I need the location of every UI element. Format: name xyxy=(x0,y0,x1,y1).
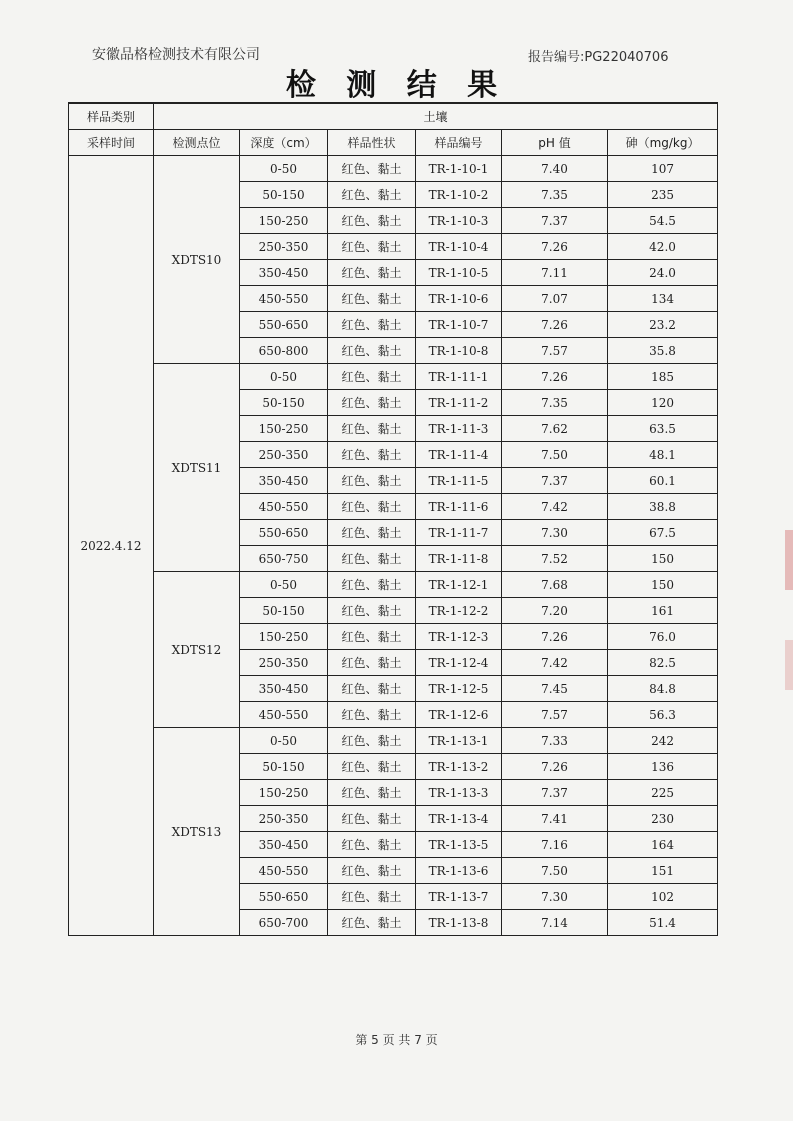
depth-cell: 650-750 xyxy=(240,546,328,572)
ph-cell: 7.52 xyxy=(502,546,608,572)
table-row xyxy=(69,156,718,182)
ph-cell: 7.35 xyxy=(502,390,608,416)
sample-id-cell: TR-1-10-2 xyxy=(416,182,502,208)
property-cell: 红色、黏土 xyxy=(328,494,416,520)
table-row xyxy=(69,364,718,390)
arsenic-cell: 150 xyxy=(608,546,718,572)
arsenic-cell: 120 xyxy=(608,390,718,416)
sample-id-cell: TR-1-10-6 xyxy=(416,286,502,312)
depth-cell: 350-450 xyxy=(240,676,328,702)
ph-cell: 7.37 xyxy=(502,780,608,806)
ph-cell: 7.26 xyxy=(502,754,608,780)
site-cell: XDTS11 xyxy=(154,364,240,572)
ph-cell: 7.50 xyxy=(502,858,608,884)
depth-cell: 550-650 xyxy=(240,312,328,338)
sample-id-cell: TR-1-11-3 xyxy=(416,416,502,442)
depth-cell: 250-350 xyxy=(240,442,328,468)
ph-cell: 7.30 xyxy=(502,884,608,910)
column-header-arsenic: 砷（mg/kg） xyxy=(608,130,718,156)
property-cell: 红色、黏土 xyxy=(328,910,416,936)
property-cell: 红色、黏土 xyxy=(328,624,416,650)
sample-id-cell: TR-1-10-8 xyxy=(416,338,502,364)
depth-cell: 150-250 xyxy=(240,624,328,650)
sample-id-cell: TR-1-13-1 xyxy=(416,728,502,754)
ph-cell: 7.20 xyxy=(502,598,608,624)
depth-cell: 650-800 xyxy=(240,338,328,364)
seal-edge-mark xyxy=(785,530,793,590)
property-cell: 红色、黏土 xyxy=(328,650,416,676)
seal-edge-mark xyxy=(785,640,793,690)
arsenic-cell: 35.8 xyxy=(608,338,718,364)
sample-id-cell: TR-1-12-5 xyxy=(416,676,502,702)
property-cell: 红色、黏土 xyxy=(328,598,416,624)
arsenic-cell: 185 xyxy=(608,364,718,390)
ph-cell: 7.41 xyxy=(502,806,608,832)
arsenic-cell: 136 xyxy=(608,754,718,780)
arsenic-cell: 102 xyxy=(608,884,718,910)
property-cell: 红色、黏土 xyxy=(328,702,416,728)
depth-cell: 250-350 xyxy=(240,806,328,832)
sample-id-cell: TR-1-12-2 xyxy=(416,598,502,624)
depth-cell: 550-650 xyxy=(240,884,328,910)
ph-cell: 7.26 xyxy=(502,364,608,390)
arsenic-cell: 82.5 xyxy=(608,650,718,676)
property-cell: 红色、黏土 xyxy=(328,832,416,858)
sample-id-cell: TR-1-11-2 xyxy=(416,390,502,416)
ph-cell: 7.14 xyxy=(502,910,608,936)
sample-id-cell: TR-1-11-1 xyxy=(416,364,502,390)
site-cell: XDTS12 xyxy=(154,572,240,728)
depth-cell: 50-150 xyxy=(240,754,328,780)
site-cell: XDTS13 xyxy=(154,728,240,936)
arsenic-cell: 107 xyxy=(608,156,718,182)
sample-type-label: 样品类别 xyxy=(69,103,154,130)
depth-cell: 250-350 xyxy=(240,234,328,260)
sample-id-cell: TR-1-11-7 xyxy=(416,520,502,546)
property-cell: 红色、黏土 xyxy=(328,338,416,364)
depth-cell: 550-650 xyxy=(240,520,328,546)
table-row xyxy=(69,572,718,598)
ph-cell: 7.07 xyxy=(502,286,608,312)
property-cell: 红色、黏土 xyxy=(328,754,416,780)
sample-id-cell: TR-1-13-4 xyxy=(416,806,502,832)
depth-cell: 450-550 xyxy=(240,494,328,520)
arsenic-cell: 150 xyxy=(608,572,718,598)
sample-id-cell: TR-1-12-1 xyxy=(416,572,502,598)
arsenic-cell: 230 xyxy=(608,806,718,832)
property-cell: 红色、黏土 xyxy=(328,442,416,468)
column-header-sampling-time: 采样时间 xyxy=(69,130,154,156)
column-header-site: 检测点位 xyxy=(154,130,240,156)
depth-cell: 650-700 xyxy=(240,910,328,936)
arsenic-cell: 51.4 xyxy=(608,910,718,936)
property-cell: 红色、黏土 xyxy=(328,156,416,182)
sample-type-row xyxy=(69,103,718,130)
property-cell: 红色、黏土 xyxy=(328,312,416,338)
property-cell: 红色、黏土 xyxy=(328,468,416,494)
depth-cell: 150-250 xyxy=(240,780,328,806)
depth-cell: 350-450 xyxy=(240,832,328,858)
sample-id-cell: TR-1-13-2 xyxy=(416,754,502,780)
arsenic-cell: 42.0 xyxy=(608,234,718,260)
arsenic-cell: 38.8 xyxy=(608,494,718,520)
ph-cell: 7.68 xyxy=(502,572,608,598)
property-cell: 红色、黏土 xyxy=(328,416,416,442)
property-cell: 红色、黏土 xyxy=(328,234,416,260)
arsenic-cell: 76.0 xyxy=(608,624,718,650)
arsenic-cell: 164 xyxy=(608,832,718,858)
sample-id-cell: TR-1-12-3 xyxy=(416,624,502,650)
column-header-sample-id: 样品编号 xyxy=(416,130,502,156)
property-cell: 红色、黏土 xyxy=(328,806,416,832)
ph-cell: 7.35 xyxy=(502,182,608,208)
ph-cell: 7.57 xyxy=(502,338,608,364)
sample-id-cell: TR-1-13-6 xyxy=(416,858,502,884)
page-number: 第 5 页 共 7 页 xyxy=(355,1033,438,1047)
property-cell: 红色、黏土 xyxy=(328,884,416,910)
depth-cell: 450-550 xyxy=(240,286,328,312)
property-cell: 红色、黏土 xyxy=(328,728,416,754)
ph-cell: 7.50 xyxy=(502,442,608,468)
property-cell: 红色、黏土 xyxy=(328,572,416,598)
arsenic-cell: 63.5 xyxy=(608,416,718,442)
arsenic-cell: 54.5 xyxy=(608,208,718,234)
depth-cell: 0-50 xyxy=(240,728,328,754)
property-cell: 红色、黏土 xyxy=(328,208,416,234)
depth-cell: 150-250 xyxy=(240,416,328,442)
arsenic-cell: 161 xyxy=(608,598,718,624)
depth-cell: 350-450 xyxy=(240,468,328,494)
property-cell: 红色、黏土 xyxy=(328,390,416,416)
property-cell: 红色、黏土 xyxy=(328,520,416,546)
column-header-ph: pH 值 xyxy=(502,130,608,156)
arsenic-cell: 84.8 xyxy=(608,676,718,702)
depth-cell: 250-350 xyxy=(240,650,328,676)
ph-cell: 7.42 xyxy=(502,494,608,520)
sample-id-cell: TR-1-10-1 xyxy=(416,156,502,182)
property-cell: 红色、黏土 xyxy=(328,182,416,208)
sample-id-cell: TR-1-11-6 xyxy=(416,494,502,520)
depth-cell: 350-450 xyxy=(240,260,328,286)
property-cell: 红色、黏土 xyxy=(328,676,416,702)
arsenic-cell: 60.1 xyxy=(608,468,718,494)
ph-cell: 7.26 xyxy=(502,312,608,338)
sample-id-cell: TR-1-12-4 xyxy=(416,650,502,676)
depth-cell: 0-50 xyxy=(240,156,328,182)
sample-id-cell: TR-1-12-6 xyxy=(416,702,502,728)
ph-cell: 7.62 xyxy=(502,416,608,442)
sample-id-cell: TR-1-13-5 xyxy=(416,832,502,858)
arsenic-cell: 134 xyxy=(608,286,718,312)
depth-cell: 50-150 xyxy=(240,598,328,624)
depth-cell: 450-550 xyxy=(240,858,328,884)
ph-cell: 7.40 xyxy=(502,156,608,182)
depth-cell: 50-150 xyxy=(240,182,328,208)
results-table xyxy=(68,102,718,936)
arsenic-cell: 242 xyxy=(608,728,718,754)
column-header-depth: 深度（cm） xyxy=(240,130,328,156)
ph-cell: 7.57 xyxy=(502,702,608,728)
ph-cell: 7.33 xyxy=(502,728,608,754)
property-cell: 红色、黏土 xyxy=(328,286,416,312)
arsenic-cell: 23.2 xyxy=(608,312,718,338)
depth-cell: 50-150 xyxy=(240,390,328,416)
ph-cell: 7.42 xyxy=(502,650,608,676)
arsenic-cell: 235 xyxy=(608,182,718,208)
sample-id-cell: TR-1-13-8 xyxy=(416,910,502,936)
column-header-property: 样品性状 xyxy=(328,130,416,156)
ph-cell: 7.37 xyxy=(502,208,608,234)
ph-cell: 7.26 xyxy=(502,234,608,260)
sample-type-value: 土壤 xyxy=(154,103,718,130)
property-cell: 红色、黏土 xyxy=(328,858,416,884)
ph-cell: 7.16 xyxy=(502,832,608,858)
ph-cell: 7.30 xyxy=(502,520,608,546)
property-cell: 红色、黏土 xyxy=(328,260,416,286)
sample-id-cell: TR-1-10-4 xyxy=(416,234,502,260)
column-header-row xyxy=(69,130,718,156)
arsenic-cell: 24.0 xyxy=(608,260,718,286)
ph-cell: 7.45 xyxy=(502,676,608,702)
arsenic-cell: 151 xyxy=(608,858,718,884)
page-title: 检 测 结 果 xyxy=(285,68,508,103)
company-name: 安徽品格检测技术有限公司 xyxy=(92,47,260,63)
arsenic-cell: 56.3 xyxy=(608,702,718,728)
report-number: 报告编号:PG22040706 xyxy=(528,50,669,65)
sample-id-cell: TR-1-10-5 xyxy=(416,260,502,286)
property-cell: 红色、黏土 xyxy=(328,546,416,572)
sample-id-cell: TR-1-11-8 xyxy=(416,546,502,572)
property-cell: 红色、黏土 xyxy=(328,780,416,806)
arsenic-cell: 67.5 xyxy=(608,520,718,546)
table-row xyxy=(69,728,718,754)
arsenic-cell: 225 xyxy=(608,780,718,806)
sample-id-cell: TR-1-10-7 xyxy=(416,312,502,338)
sample-id-cell: TR-1-13-3 xyxy=(416,780,502,806)
ph-cell: 7.11 xyxy=(502,260,608,286)
depth-cell: 0-50 xyxy=(240,572,328,598)
sampling-time-cell: 2022.4.12 xyxy=(69,156,154,936)
depth-cell: 0-50 xyxy=(240,364,328,390)
depth-cell: 450-550 xyxy=(240,702,328,728)
ph-cell: 7.37 xyxy=(502,468,608,494)
sample-id-cell: TR-1-11-5 xyxy=(416,468,502,494)
site-cell: XDTS10 xyxy=(154,156,240,364)
depth-cell: 150-250 xyxy=(240,208,328,234)
arsenic-cell: 48.1 xyxy=(608,442,718,468)
ph-cell: 7.26 xyxy=(502,624,608,650)
sample-id-cell: TR-1-13-7 xyxy=(416,884,502,910)
sample-id-cell: TR-1-10-3 xyxy=(416,208,502,234)
property-cell: 红色、黏土 xyxy=(328,364,416,390)
sample-id-cell: TR-1-11-4 xyxy=(416,442,502,468)
